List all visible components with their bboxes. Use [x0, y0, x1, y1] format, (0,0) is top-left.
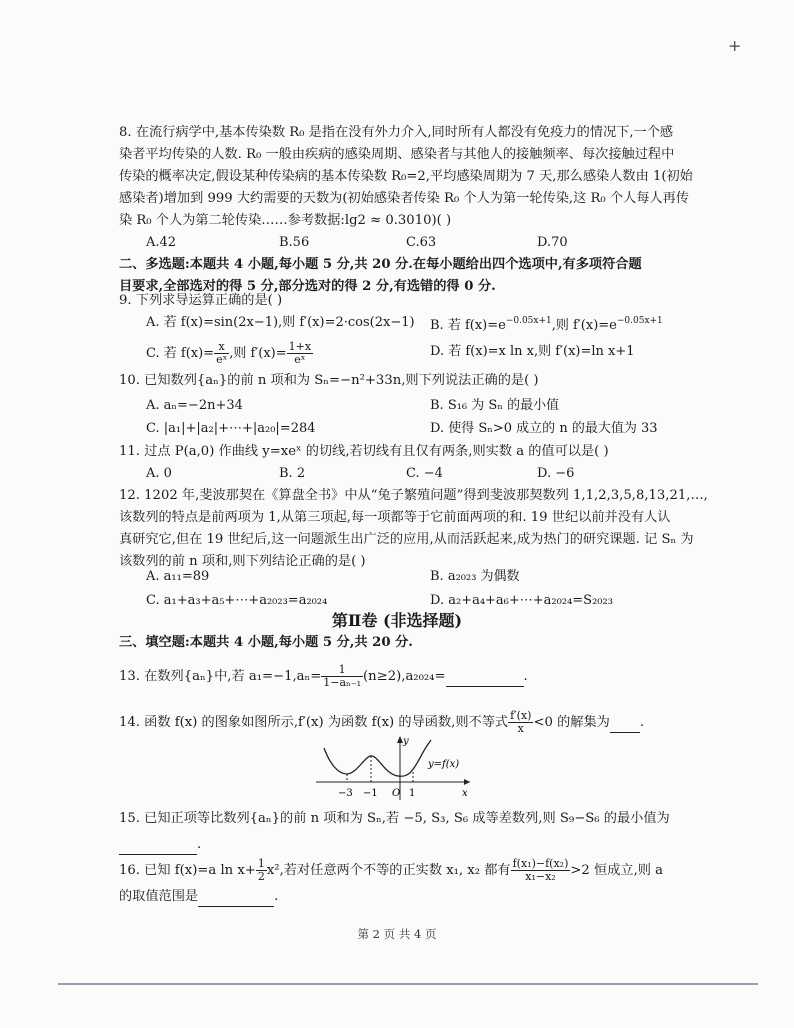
- frac-den: 1−aₙ₋₁: [323, 676, 362, 689]
- tick-label: −3: [338, 788, 353, 799]
- q11-option-c: C. −4: [406, 466, 443, 481]
- q9-c-fraction2: [287, 341, 313, 366]
- q16-text4: 的取值范围是: [119, 889, 199, 904]
- frac-den: eˣ: [216, 353, 228, 366]
- y-axis-label: y: [403, 736, 409, 747]
- q12-line: 该数列的前 n 项和,则下列结论正确的是( ): [119, 554, 366, 569]
- q8-option-b: B.56: [279, 235, 310, 250]
- curve: [324, 740, 431, 776]
- q16-text3: >2 恒成立,则 a: [570, 863, 664, 878]
- q11-option-b: B. 2: [279, 466, 306, 481]
- x-axis-label: x: [462, 788, 468, 799]
- frac-num: f′(x): [510, 709, 532, 722]
- q8-line: 8. 在流行病学中,基本传染数 R₀ 是指在没有外力介入,同时所有人都没有免疫力的情况下,一个感: [119, 125, 674, 140]
- frac-num: f(x₁)−f(x₂): [512, 857, 569, 870]
- q9-option-d: D. 若 f(x)=x ln x,则 f′(x)=ln x+1: [430, 344, 635, 359]
- frac-num: x: [214, 341, 229, 354]
- tick-label: 1: [409, 788, 416, 799]
- q16-text2: x²,若对任意两个不等的正实数 x₁, x₂ 都有: [266, 863, 511, 878]
- q9-c-text: C. 若 f(x)=: [146, 346, 215, 361]
- q9-option-a: A. 若 f(x)=sin(2x−1),则 f′(x)=2·cos(2x−1): [146, 315, 415, 330]
- q13-text2: (n≥2),a₂₀₂₄=: [363, 669, 446, 684]
- q15-end: .: [197, 837, 202, 852]
- curve-label: y=f(x): [428, 759, 460, 770]
- page-footer: 第 2 页 共 4 页: [357, 927, 437, 941]
- question-13: [119, 664, 528, 689]
- q16-end: .: [274, 889, 279, 904]
- frac-den: x: [517, 722, 524, 735]
- x-axis-arrow: [464, 779, 470, 785]
- q13-text: 13. 在数列{aₙ}中,若 a₁=−1,aₙ=: [119, 669, 322, 684]
- frac-num: 1: [321, 664, 363, 677]
- q14-text2: <0 的解集为: [533, 715, 610, 730]
- q16-half: [256, 858, 267, 883]
- q11-option-a: A. 0: [146, 466, 172, 481]
- q9-b-text2: ,则 f′(x)=e: [551, 318, 617, 333]
- q16-fraction: [511, 858, 571, 883]
- q9-b-text: B. 若 f(x)=e: [430, 318, 506, 333]
- q14-text: 14. 函数 f(x) 的图象如图所示,f′(x) 为函数 f(x) 的导函数,则不等式: [119, 715, 509, 730]
- part2-title: 第Ⅱ卷 (非选择题): [331, 611, 463, 630]
- q8-line: 染 R₀ 个人为第二轮传染……参考数据:lg2 ≈ 0.3010)( ): [119, 213, 452, 228]
- frac-den: eˣ: [294, 353, 306, 366]
- q14-answer-blank: [610, 714, 640, 733]
- q8-option-a: A.42: [146, 235, 177, 250]
- q9-c-fraction: [214, 341, 229, 366]
- frac-num: 1: [257, 857, 265, 870]
- origin-label: O: [392, 788, 401, 799]
- q9-b-exponent2: −0.05x+1: [616, 316, 663, 326]
- q12-option-b: B. a₂₀₂₃ 为偶数: [430, 569, 520, 584]
- q8-line: 染者平均传染的人数. R₀ 一般由疾病的感染周期、感染者与其他人的接触频率、每次接触过程中: [119, 147, 675, 162]
- question-16-cont: [119, 888, 278, 907]
- section3-heading: 三、填空题:本题共 4 小题,每小题 5 分,共 20 分.: [119, 635, 413, 650]
- frac-den: x₁−x₂: [525, 870, 556, 883]
- question-14: [119, 710, 644, 735]
- q8-option-d: D.70: [537, 235, 568, 250]
- q10-option-b: B. S₁₆ 为 Sₙ 的最小值: [430, 398, 560, 413]
- q11-stem: 11. 过点 P(a,0) 作曲线 y=xeˣ 的切线,若切线有且仅有两条,则实数 a 的值可以是( ): [119, 444, 609, 459]
- q12-option-c: C. a₁+a₃+a₅+⋯+a₂₀₂₃=a₂₀₂₄: [146, 593, 328, 608]
- corner-mark: +: [728, 36, 742, 55]
- q9-option-b: [430, 312, 663, 335]
- frac-num: 1+x: [288, 340, 312, 353]
- scan-edge-line: [58, 983, 758, 985]
- q9-b-exponent: −0.05x+1: [505, 316, 552, 326]
- q8-line: 感染者)增加到 999 大约需要的天数为(初始感染者传染 R₀ 个人为第一轮传染,这 R₀ 个人每人再传: [119, 191, 689, 206]
- q14-end: .: [639, 715, 645, 730]
- q14-fraction: [508, 710, 533, 735]
- q12-line: 12. 1202 年,斐波那契在《算盘全书》中从“兔子繁殖问题”得到斐波那契数列 1,1,2,3,5,8,13,21,…,: [119, 488, 708, 503]
- section2-heading-cont: 目要求,全部选对的得 5 分,部分选对的得 2 分,有选错的得 0 分.: [119, 279, 496, 294]
- q11-option-d: D. −6: [537, 466, 575, 481]
- q12-line: 该数列的特点是前两项为 1,从第三项起,每一项都等于它前面两项的和. 19 世纪以前并没有人认: [119, 510, 671, 525]
- q10-option-a: A. aₙ=−2n+34: [146, 398, 243, 413]
- question-15-cont: [119, 836, 201, 855]
- q13-end: .: [523, 669, 528, 684]
- q16-answer-blank: [198, 888, 274, 907]
- q16-text: 16. 已知 f(x)=a ln x+: [119, 863, 256, 878]
- q15-answer-blank: [119, 836, 197, 855]
- q12-option-a: A. a₁₁=89: [146, 569, 210, 584]
- q10-stem: 10. 已知数列{aₙ}的前 n 项和为 Sₙ=−n²+33n,则下列说法正确的是( ): [119, 373, 539, 388]
- q10-option-c: C. |a₁|+|a₂|+⋯+|a₂₀|=284: [146, 421, 316, 436]
- q9-option-c: [146, 341, 313, 366]
- function-graph: [310, 734, 480, 802]
- tick-label: −1: [363, 788, 378, 799]
- question-16: [119, 858, 663, 883]
- q8-line: 传染的概率决定,假设某种传染病的基本传染数 R₀=2,平均感染周期为 7 天,那么感染人数由 1(初始: [119, 169, 693, 184]
- question-15: 15. 已知正项等比数列{aₙ}的前 n 项和为 Sₙ,若 −5, S₃, S₆ 成等差数列,则 S₉−S₆ 的最小值为: [119, 811, 670, 826]
- section2-heading: 二、多选题:本题共 4 小题,每小题 5 分,共 20 分.在每小题给出四个选项中,有多项符合题: [119, 257, 642, 272]
- q8-option-c: C.63: [406, 235, 437, 250]
- q13-answer-blank: [446, 668, 524, 687]
- frac-den: 2: [257, 870, 265, 883]
- q9-c-text2: ,则 f′(x)=: [229, 346, 287, 361]
- q12-option-d: D. a₂+a₄+a₆+⋯+a₂₀₂₄=S₂₀₂₃: [430, 593, 613, 608]
- q13-fraction: [321, 664, 363, 689]
- q10-option-d: D. 使得 Sₙ>0 成立的 n 的最大值为 33: [430, 421, 658, 436]
- q9-stem: 9. 下列求导运算正确的是( ): [119, 293, 283, 308]
- q12-line: 真研究它,但在 19 世纪后,这一问题派生出广泛的应用,从而活跃起来,成为热门的研究课题. 记 Sₙ 为: [119, 532, 694, 547]
